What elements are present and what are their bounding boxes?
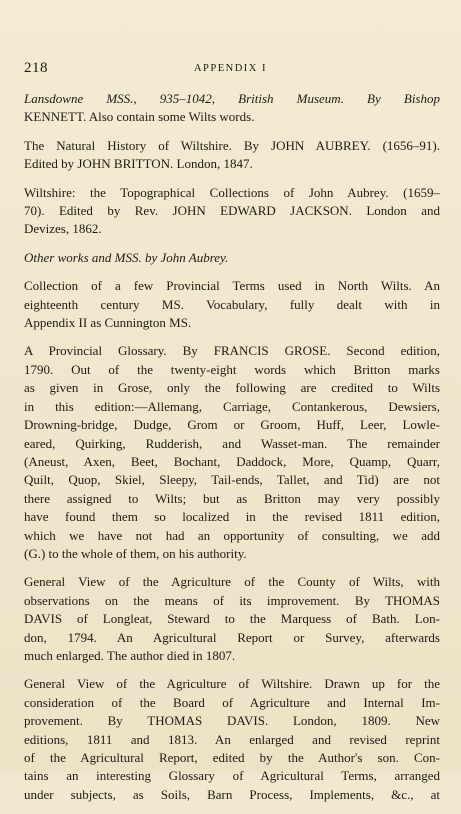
entry-line: The Natural History of Wiltshire. By JOHN AUBREY. (1656–91). xyxy=(24,137,440,153)
entry-line: A Provincial Glossary. By FRANCIS GROSE. Second edition, xyxy=(24,343,440,359)
bibliography-entry-provincial-terms xyxy=(24,277,440,332)
entry-line: consideration of the Board of Agriculture and Internal Im- xyxy=(24,694,440,710)
bibliography-entry-provincial-glossary xyxy=(24,342,440,563)
entry-line: 70). Edited by Rev. JOHN EDWARD JACKSON. London and xyxy=(24,203,440,219)
entry-line: which we have not had an opportunity of consulting, we add xyxy=(24,527,440,543)
entry-line: Devizes, 1862. xyxy=(24,221,102,237)
entry-line: Edited by JOHN BRITTON. London, 1847. xyxy=(24,156,253,172)
entry-line: (G.) to the whole of them, on his authority. xyxy=(24,545,247,561)
section-heading: Other works and MSS. by John Aubrey. xyxy=(24,249,229,265)
entry-line: DAVIS of Longleat, Steward to the Marquess of Bath. Lon- xyxy=(24,611,440,627)
entry-line: Collection of a few Provincial Terms used in North Wilts. An xyxy=(24,278,440,294)
entry-line: 1790. Out of the twenty-eight words which Britton marks xyxy=(24,361,440,377)
bibliography-entry-general-view-wiltshire xyxy=(24,675,440,804)
entry-line: Drowning-bridge, Dudge, Grom or Groom, Huff, Leer, Lowle- xyxy=(24,417,440,433)
entry-line: there assigned to Wilts; but as Britton may very possibly xyxy=(24,490,440,506)
entry-line: provement. By THOMAS DAVIS. London, 1809. New xyxy=(24,713,440,729)
entry-line: tains an interesting Glossary of Agricultural Terms, arranged xyxy=(24,768,440,784)
entry-line: have found them so localized in the revised 1811 edition, xyxy=(24,509,440,525)
entry-line: much enlarged. The author died in 1807. xyxy=(24,647,236,663)
entry-line: KENNETT. Also contain some Wilts words. xyxy=(24,109,255,125)
entry-line: General View of the Agriculture of the County of Wilts, with xyxy=(24,574,440,590)
entry-line: Wiltshire: the Topographical Collections of John Aubrey. (1659– xyxy=(24,184,440,200)
bibliography-entry-general-view-county xyxy=(24,573,440,665)
entry-line: don, 1794. An Agricultural Report or Survey, afterwards xyxy=(24,629,440,645)
entry-line: observations on the means of its improvement. By THOMAS xyxy=(24,592,440,608)
entry-line: under subjects, as Soils, Barn Process, Implements, &c., at xyxy=(24,786,440,802)
entry-line: eared, Quirking, Rudderish, and Wasset-man. The remainder xyxy=(24,435,440,451)
entry-line: (Aneust, Axen, Beet, Bochant, Daddock, More, Quamp, Quarr, xyxy=(24,453,440,469)
entry-line: Appendix II as Cunnington MS. xyxy=(24,315,192,331)
entry-line: Lansdowne MSS., 935–1042, British Museum. By Bishop xyxy=(24,91,440,106)
entry-line: as given in Grose, only the following are credited to Wilts xyxy=(24,380,440,396)
page-header xyxy=(24,60,437,80)
bibliography-list xyxy=(24,90,440,814)
running-head: APPENDIX I xyxy=(193,63,268,74)
entry-line: of the Agricultural Report, edited by the Author's son. Con- xyxy=(24,750,440,765)
entry-line: editions, 1811 and 1813. An enlarged and revised reprint xyxy=(24,731,440,747)
page-number: 218 xyxy=(24,60,48,76)
entry-line: eighteenth century MS. Vocabulary, fully dealt with in xyxy=(24,296,440,312)
bibliography-entry-topographical-collections xyxy=(24,184,440,239)
entry-line: Quilt, Quop, Skiel, Sleepy, Tail-ends, Tallet, and Tid) are not xyxy=(24,472,440,488)
entry-line: in this edition:—Allemang, Carriage, Contankerous, Dewsiers, xyxy=(24,398,440,414)
entry-line: General View of the Agriculture of Wiltshire. Drawn up for the xyxy=(24,676,440,692)
bibliography-entry-lansdowne xyxy=(24,90,440,127)
bibliography-entry-natural-history xyxy=(24,137,440,174)
